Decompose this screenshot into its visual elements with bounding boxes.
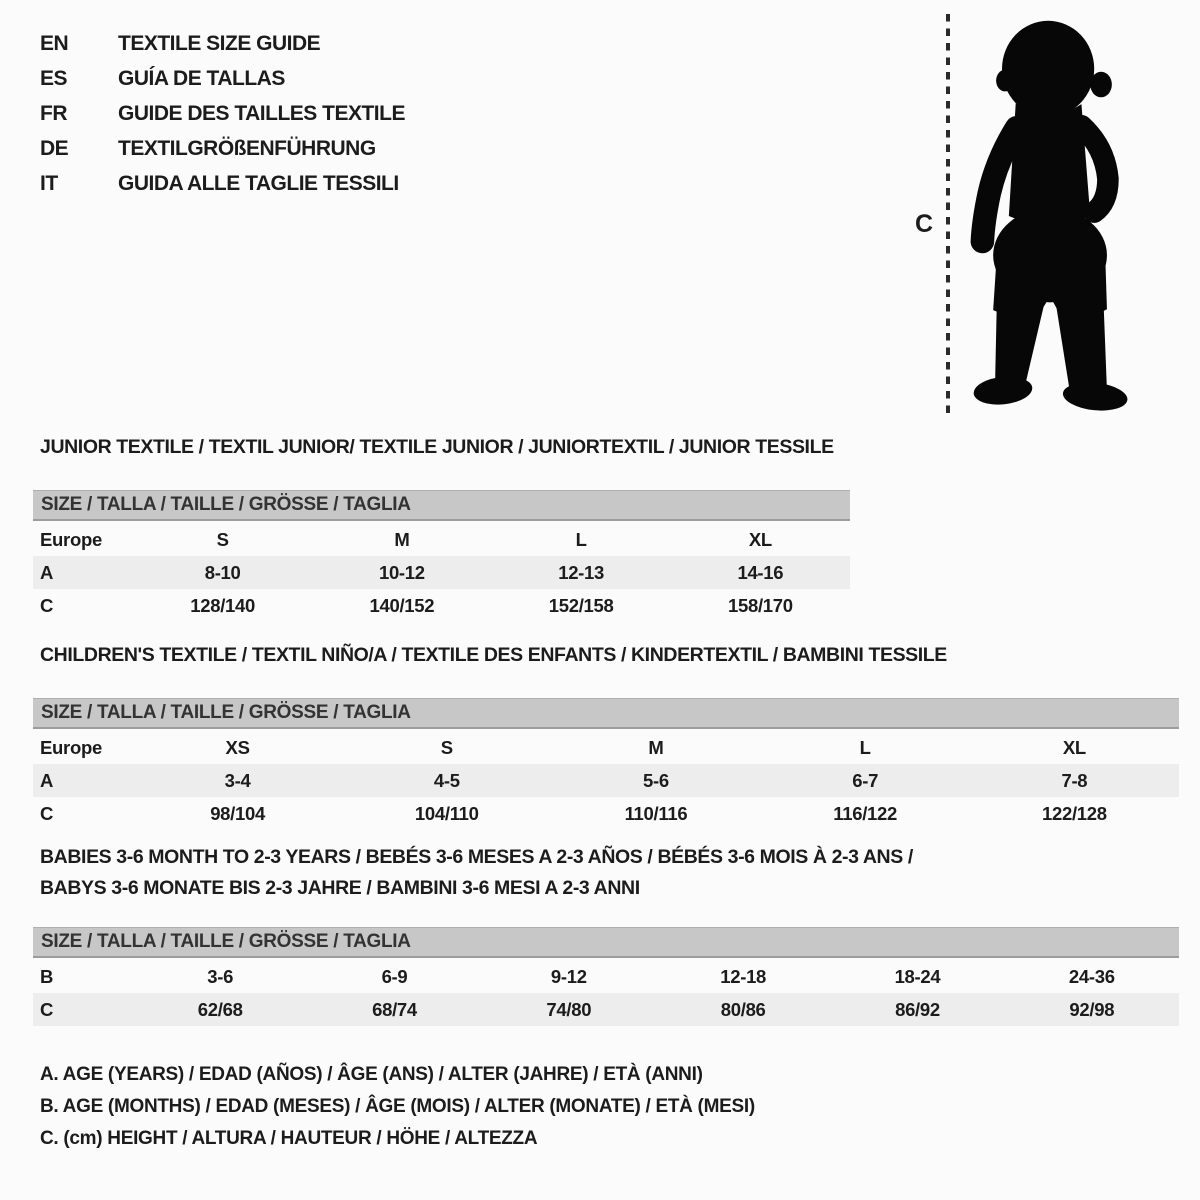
height-measure-label: C xyxy=(915,210,934,238)
age-value: 6-9 xyxy=(381,965,408,987)
height-value: 116/122 xyxy=(833,802,898,824)
table-row-age-months xyxy=(33,960,1179,993)
language-row-en xyxy=(40,26,405,61)
age-value: 12-13 xyxy=(558,561,605,583)
language-title: TEXTILGRÖßENFÜHRUNG xyxy=(118,136,376,160)
junior-section xyxy=(33,432,850,622)
children-section-title: CHILDREN'S TEXTILE / TEXTIL NIÑO/A / TEXTILE DES ENFANTS / KINDERTEXTIL / BAMBINI TESSILE xyxy=(40,644,947,666)
size-value: M xyxy=(394,528,410,550)
age-value: 18-24 xyxy=(894,965,941,987)
junior-section-title: JUNIOR TEXTILE / TEXTIL JUNIOR/ TEXTILE JUNIOR / JUNIORTEXTIL / JUNIOR TESSILE xyxy=(40,436,834,458)
age-value: 5-6 xyxy=(643,769,669,791)
height-value: 128/140 xyxy=(190,594,256,616)
babies-size-table xyxy=(33,960,1179,1026)
height-value: 62/68 xyxy=(197,998,243,1020)
language-code: DE xyxy=(40,136,69,160)
size-value: XL xyxy=(748,528,772,550)
height-value: 158/170 xyxy=(727,594,793,616)
age-value: 9-12 xyxy=(550,965,587,987)
height-value: 68/74 xyxy=(372,998,417,1020)
legend xyxy=(40,1064,755,1160)
age-value: 24-36 xyxy=(1068,965,1115,987)
size-value: L xyxy=(859,736,871,758)
babies-section-title-line2: BABYS 3-6 MONATE BIS 2-3 JAHRE / BAMBINI 3-6 MESI A 2-3 ANNI xyxy=(40,877,640,899)
height-value: 74/80 xyxy=(546,998,592,1020)
age-value: 7-8 xyxy=(1061,769,1088,791)
table-row-europe xyxy=(33,731,1179,764)
children-size-header-bar: SIZE / TALLA / TAILLE / GRÖSSE / TAGLIA xyxy=(33,698,1179,729)
children-size-table xyxy=(33,731,1179,830)
height-value: 92/98 xyxy=(1069,998,1115,1020)
size-value: XS xyxy=(225,736,250,758)
legend-line-age-months: B. AGE (MONTHS) / EDAD (MESES) / ÂGE (MOIS) / ALTER (MONATE) / ETÀ (MESI) xyxy=(40,1096,755,1117)
age-value: 12-18 xyxy=(720,965,767,987)
table-row-height xyxy=(33,993,1179,1026)
age-value: 8-10 xyxy=(204,561,241,583)
language-title: TEXTILE SIZE GUIDE xyxy=(118,31,321,55)
row-label: B xyxy=(40,965,54,987)
language-row-de xyxy=(40,131,405,166)
language-code: ES xyxy=(40,66,68,90)
age-value: 3-4 xyxy=(224,769,251,791)
age-value: 14-16 xyxy=(737,561,784,583)
junior-size-table xyxy=(33,523,850,622)
height-dashed-line xyxy=(944,14,952,418)
age-value: 10-12 xyxy=(378,561,425,583)
legend-line-height: C. (cm) HEIGHT / ALTURA / HAUTEUR / HÖHE / ALTEZZA xyxy=(40,1128,538,1149)
legend-line-age-years: A. AGE (YEARS) / EDAD (AÑOS) / ÂGE (ANS) / ALTER (JAHRE) / ETÀ (ANNI) xyxy=(40,1064,703,1085)
language-list xyxy=(40,26,405,201)
babies-size-header-bar: SIZE / TALLA / TAILLE / GRÖSSE / TAGLIA xyxy=(33,927,1179,958)
size-value: L xyxy=(575,528,587,550)
table-row-europe xyxy=(33,523,850,556)
height-value: 110/116 xyxy=(624,802,688,824)
language-title: GUIDA ALLE TAGLIE TESSILI xyxy=(118,171,399,195)
language-row-fr xyxy=(40,96,405,131)
age-value: 4-5 xyxy=(433,769,460,791)
size-value: XL xyxy=(1062,736,1086,758)
language-row-it xyxy=(40,166,405,201)
language-title: GUÍA DE TALLAS xyxy=(118,66,285,90)
row-label: C xyxy=(40,802,54,824)
row-label: Europe xyxy=(40,528,102,550)
height-value: 140/152 xyxy=(369,594,435,616)
row-label: Europe xyxy=(40,736,102,758)
babies-section xyxy=(33,842,1179,1026)
size-value: S xyxy=(440,736,453,758)
table-row-height xyxy=(33,797,1179,830)
language-code: FR xyxy=(40,101,67,125)
table-row-age xyxy=(33,556,850,589)
babies-section-title-line1: BABIES 3-6 MONTH TO 2-3 YEARS / BEBÉS 3-6 MESES A 2-3 AÑOS / BÉBÉS 3-6 MOIS À 2-3 ANS / xyxy=(40,846,913,868)
children-section xyxy=(33,640,1179,830)
height-value: 98/104 xyxy=(210,802,265,824)
height-value: 122/128 xyxy=(1041,802,1107,824)
junior-size-header-bar: SIZE / TALLA / TAILLE / GRÖSSE / TAGLIA xyxy=(33,490,850,521)
language-code: IT xyxy=(40,171,58,195)
row-label: A xyxy=(40,769,54,791)
language-title: GUIDE DES TAILLES TEXTILE xyxy=(118,101,405,125)
table-row-height xyxy=(33,589,850,622)
row-label: C xyxy=(40,998,54,1020)
height-value: 104/110 xyxy=(414,802,479,824)
baby-silhouette-icon xyxy=(958,10,1148,422)
age-value: 3-6 xyxy=(207,965,234,987)
row-label: C xyxy=(40,594,54,616)
row-label: A xyxy=(40,561,54,583)
age-value: 6-7 xyxy=(852,769,879,791)
height-value: 80/86 xyxy=(720,998,766,1020)
size-value: S xyxy=(216,528,229,550)
language-code: EN xyxy=(40,31,69,55)
height-value: 86/92 xyxy=(895,998,940,1020)
size-value: M xyxy=(648,736,664,758)
table-row-age xyxy=(33,764,1179,797)
language-row-es xyxy=(40,61,405,96)
height-value: 152/158 xyxy=(548,594,614,616)
